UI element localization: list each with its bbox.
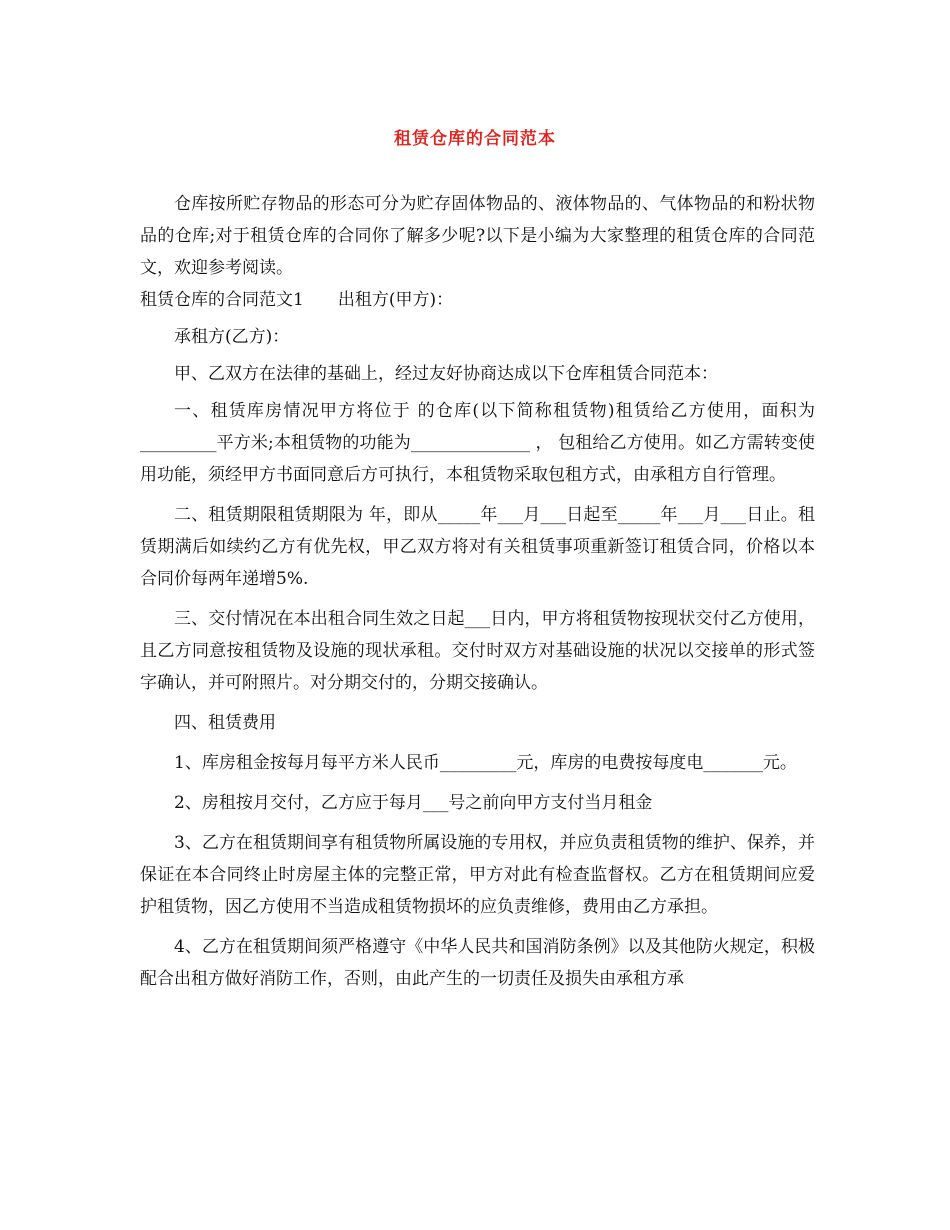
document-title: 租赁仓库的合同范本 <box>394 129 556 149</box>
lessee-paragraph: 承租方(乙方)： <box>174 327 290 347</box>
clause-4-heading: 四、租赁费用 <box>174 713 276 733</box>
intro-paragraph: 仓库按所贮存物品的形态可分为贮存固体物品的、液体物品的、气体物品的和粉状物品的仓库;对于租赁仓库的合同你了解多少呢?以下是小编为大家整理的租赁仓库的合同范文，欢迎参考阅读。 <box>140 194 815 278</box>
clause-4-item-4: 4、乙方在租赁期间须严格遵守《中华人民共和国消防条例》以及其他防火规定，积极配合出租方做好消防工作，否则，由此产生的一切责任及损失由承租方承 <box>140 937 815 989</box>
agreement-paragraph: 甲、乙双方在法律的基础上，经过友好协商达成以下仓库租赁合同范本： <box>174 364 718 384</box>
clause-4-item-1: 1、库房租金按每月每平方米人民币_________元，库房的电费按每度电_______元。 <box>174 753 797 773</box>
document-body <box>140 188 815 995</box>
clause-1-paragraph: 一、租赁库房情况甲方将位于 的仓库(以下简称租赁物)租赁给乙方使用，面积为_________平方米;本租赁物的功能为______________ ， 包租给乙方使用。如乙方需转变使用功能，须经甲方书面同意后方可执行，本租赁物采取包租方式，由承租方自行管理。 <box>140 401 815 485</box>
clause-3-paragraph: 三、交付情况在本出租合同生效之日起___日内，甲方将租赁物按现状交付乙方使用，且乙方同意按租赁物及设施的现状承租。交付时双方对基础设施的状况以交接单的形式签字确认，并可附照片。对分期交付的，分期交接确认。 <box>140 609 815 693</box>
contract-heading-paragraph: 租赁仓库的合同范文1 出租方(甲方)： <box>140 290 454 310</box>
clause-4-item-3: 3、乙方在租赁期间享有租赁物所属设施的专用权，并应负责租赁物的维护、保养，并保证在本合同终止时房屋主体的完整正常，甲方对此有检查监督权。乙方在租赁期间应爱护租赁物，因乙方使用不当造成租赁物损坏的应负责维修，费用由乙方承担。 <box>140 833 815 917</box>
clause-2-paragraph: 二、租赁期限租赁期限为 年，即从_____年___月___日起至_____年___月___日止。租赁期满后如续约乙方有优先权，甲乙双方将对有关租赁事项重新签订租赁合同，价格以本合同价每两年递增5%. <box>140 505 815 589</box>
clause-4-item-2: 2、房租按月交付，乙方应于每月___号之前向甲方支付当月租金 <box>174 793 653 813</box>
